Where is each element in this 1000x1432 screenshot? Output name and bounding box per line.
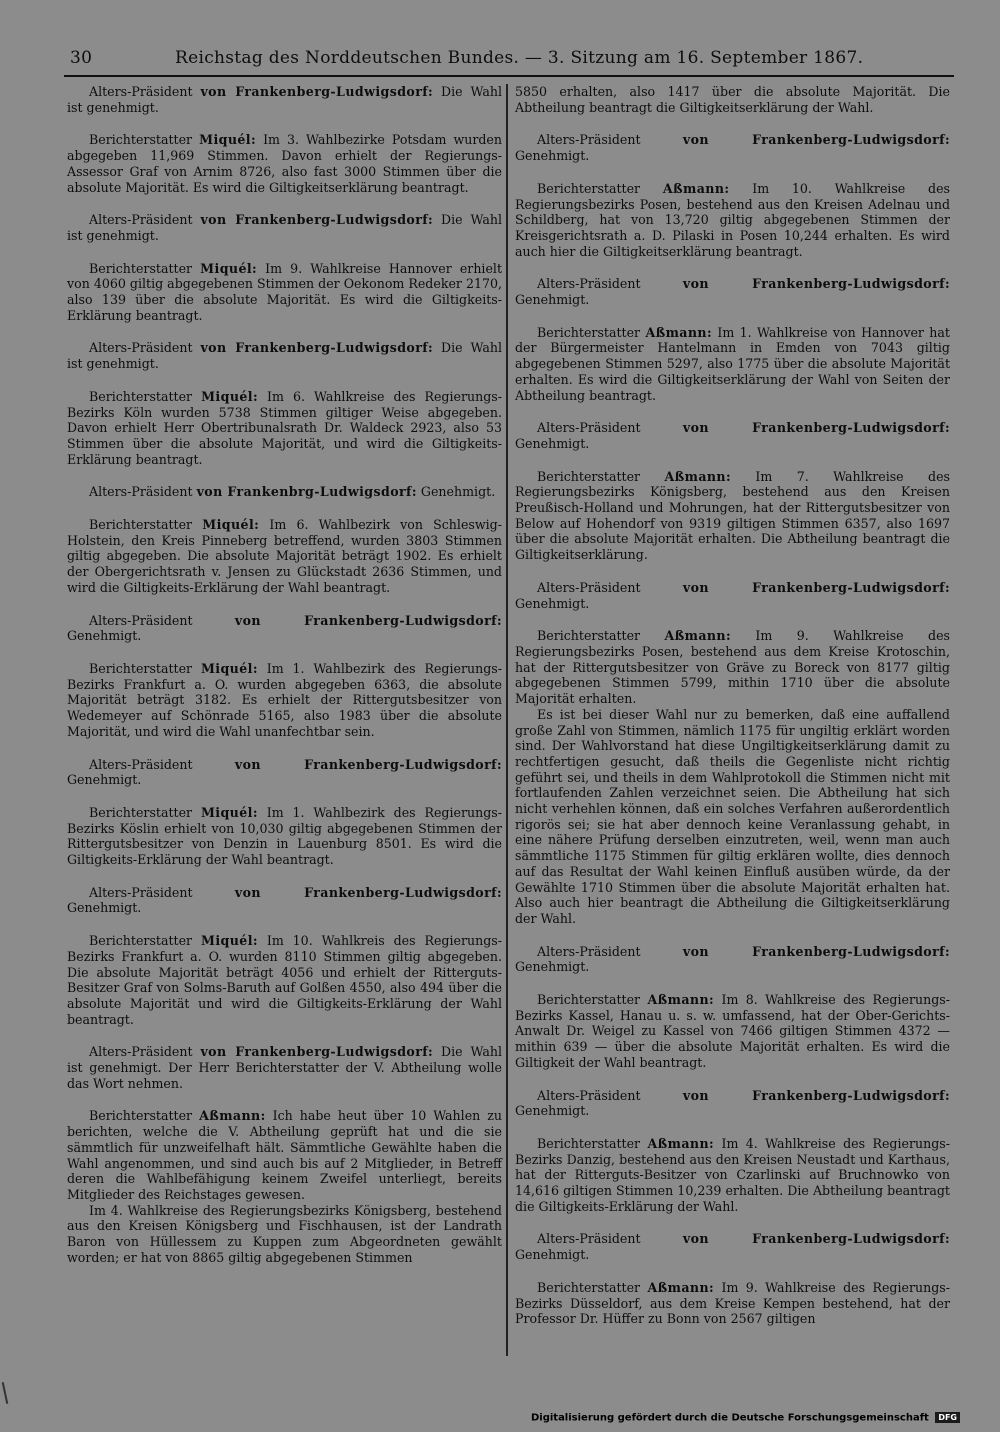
paragraph-text: Ich habe heut über 10 Wahlen zu berichten, welche die V. Abtheilung geprüft hat und die sie sämmtlich für unzweifelhaft hält. Sämmtliche Gewählte haben die Wahl angenommen, und sind auch bis auf 2 Mitglieder, in Betreff deren die Wahlbefähigung keinem Zweifel unterliegt, bereits Mitglieder des Reichstages gewesen. [67, 1108, 502, 1202]
paragraph-gap [515, 927, 950, 944]
speaker-role: Alters-Präsident [89, 340, 201, 356]
paragraph [67, 84, 502, 115]
speaker-name: von Frankenberg-Ludwigsdorf: [234, 612, 502, 628]
paragraph [515, 628, 950, 707]
paragraph-text: Genehmigt. [67, 628, 142, 644]
speaker-name: von Frankenberg-Ludwigsdorf: [682, 420, 950, 436]
speaker-role: Alters-Präsident [537, 420, 683, 436]
speaker-role: Berichterstatter [537, 1135, 648, 1151]
paragraph [515, 707, 950, 927]
paragraph-text: Im 6. Wahlkreise des Regierungs-Bezirks Köln wurden 5738 Stimmen giltiger Weise abgegeben. Davon erhielt Herr Obertribunalsrath Dr. Waldeck 2923, also 53 Stimmen über die absolute Majorität, und wird die Giltigkeits-Erklärung beantragt. [67, 388, 502, 467]
paragraph [515, 1231, 950, 1262]
speaker-role: Berichterstatter [537, 324, 646, 340]
paragraph [67, 1203, 502, 1266]
speaker-role: Alters-Präsident [89, 884, 235, 900]
paragraph [515, 1280, 950, 1327]
paragraph [67, 613, 502, 644]
paragraph-text: Die Wahl ist genehmigt. [67, 84, 502, 115]
speaker-role: Berichterstatter [537, 628, 665, 644]
paragraph-text: Im 4. Wahlkreise des Regierungsbezirks Königsberg, bestehend aus den Kreisen Königsberg und Fischhausen, ist der Landrath Baron von Hüllessem zu Kuppen zum Abgeordneten gewählt worden; er hat von 8865 giltig abgegebenen Stimmen [67, 1202, 502, 1265]
speaker-name: Miquél: [202, 517, 260, 533]
paragraph-gap [67, 500, 502, 517]
paragraph-text: Genehmigt. [416, 484, 496, 500]
speaker-name: Aßmann: [647, 992, 715, 1008]
paragraph-gap [67, 644, 502, 661]
column-divider [506, 84, 508, 1356]
speaker-role: Berichterstatter [89, 1108, 200, 1124]
paragraph [67, 885, 502, 916]
paragraph [515, 469, 950, 563]
paragraph-text: Im 1. Wahlbezirk des Regierungs-Bezirks Köslin erhielt von 10,030 giltig abgegebenen Stimmen der Rittergutsbesitzer von Denzin in Lauenburg 8501. Es wird die Giltigkeits-Erklärung der Wahl beantragt. [67, 804, 502, 868]
paragraph [67, 261, 502, 324]
speaker-name: Miquél: [200, 660, 258, 676]
paragraph [67, 484, 502, 500]
paragraph-gap [67, 195, 502, 212]
speaker-role: Alters-Präsident [537, 579, 683, 595]
paragraph-gap [67, 1091, 502, 1108]
right-column [515, 84, 950, 1327]
paragraph-text: Genehmigt. [515, 435, 590, 451]
paragraph [515, 276, 950, 307]
paragraph [515, 325, 950, 404]
paragraph [67, 340, 502, 371]
speaker-role: Alters-Präsident [537, 132, 683, 148]
footer-text: Digitalisierung gefördert durch die Deutsche Forschungsgemeinschaft [530, 1412, 929, 1424]
paragraph-text: Im 7. Wahlkreise des Regierungsbezirks Königsberg, bestehend aus den Kreisen Preußisch-Holland und Mohrungen, hat der Rittergutsbesitzer von Below auf Hohendorf von 9319 giltigen Stimmen 6357, also 1697 über die absolute Majorität erhalten. Die Abtheilung beantragt die Giltigkeitserklärung. [515, 468, 950, 563]
paragraph-gap [515, 308, 950, 325]
speaker-name: von Frankenberg-Ludwigsdorf: [234, 756, 502, 772]
speaker-name: von Frankenberg-Ludwigsdorf: [682, 579, 950, 595]
paragraph-text: Im 9. Wahlkreise des Regierungsbezirks Posen, bestehend aus dem Kreise Krotoschin, hat der Rittergutsbesitzer von Gräve zu Boreck von 8177 giltig abgegebenen Stimmen 5799, mithin 1710 über die absolute Majorität erhalten. [515, 628, 950, 707]
paragraph-text: Im 4. Wahlkreise des Regierungs-Bezirks Danzig, bestehend aus den Kreisen Neustadt und Karthaus, hat der Ritterguts-Besitzer von Czarlinski auf Bruchnowko von 14,616 giltigen Stimmen 10,239 erhalten. Die Abtheilung beantragt die Giltigkeits-Erklärung der Wahl. [515, 1135, 950, 1214]
speaker-role: Berichterstatter [537, 468, 665, 484]
paragraph-gap [515, 452, 950, 469]
speaker-role: Berichterstatter [89, 260, 201, 276]
speaker-name: von Frankenberg-Ludwigsdorf: [682, 1087, 950, 1103]
speaker-name: von Frankenberg-Ludwigsdorf: [682, 943, 950, 959]
speaker-name: von Frankenberg-Ludwigsdorf: [682, 1231, 950, 1247]
speaker-name: von Frankenbrg-Ludwigsdorf: [196, 484, 417, 500]
paragraph [515, 580, 950, 611]
paragraph-text: Genehmigt. [67, 900, 142, 916]
paragraph-text: Im 9. Wahlkreise des Regierungs-Bezirks Düsseldorf, aus dem Kreise Kempen bestehend, hat der Professor Dr. Hüffer zu Bonn von 2567 giltigen [515, 1279, 950, 1327]
paragraph-gap [67, 323, 502, 340]
paragraph [515, 992, 950, 1071]
paragraph-gap [67, 244, 502, 261]
speaker-name: von Frankenberg-Ludwigsdorf: [200, 1044, 434, 1060]
paragraph [67, 661, 502, 740]
speaker-role: Alters-Präsident [89, 212, 201, 228]
paragraph-text: Die Wahl ist genehmigt. [67, 340, 502, 372]
paragraph-gap [67, 467, 502, 484]
speaker-name: Miquél: [200, 260, 258, 276]
paragraph-gap [515, 975, 950, 992]
paragraph-gap [67, 372, 502, 389]
page-header [70, 44, 950, 70]
paragraph-text: Genehmigt. [515, 292, 590, 308]
speaker-role: Berichterstatter [89, 388, 202, 404]
paragraph-gap [67, 788, 502, 805]
paragraph-text: Im 6. Wahlbezirk von Schleswig-Holstein, den Kreis Pinneberg betreffend, wurden 3803 Stimmen giltig abgegeben. Die absolute Majorität beträgt 1902. Es erhielt der Obergerichtsrath v. Jensen zu Glückstadt 2636 Stimmen, und wird die Giltigkeits-Erklärung der Wahl beantragt. [67, 517, 502, 595]
speaker-name: Aßmann: [647, 1279, 715, 1295]
paragraph [67, 933, 502, 1027]
paragraph [515, 84, 950, 115]
speaker-role: Berichterstatter [89, 660, 201, 676]
paragraph-gap [67, 1027, 502, 1044]
speaker-name: von Frankenberg-Ludwigsdorf: [200, 212, 434, 228]
speaker-role: Berichterstatter [537, 992, 648, 1008]
speaker-role: Berichterstatter [89, 933, 201, 949]
paragraph-text: Die Wahl ist genehmigt. Der Herr Berichterstatter der V. Abtheilung wolle das Wort nehmen. [67, 1044, 502, 1091]
paragraph-text: Genehmigt. [515, 1103, 590, 1119]
speaker-role: Alters-Präsident [537, 1231, 683, 1247]
dfg-logo: DFG [935, 1412, 960, 1423]
paragraph-gap [515, 1071, 950, 1088]
left-column [67, 84, 502, 1265]
paragraph-text: Im 8. Wahlkreise des Regierungs-Bezirks Kassel, Hanau u. s. w. umfassend, hat der Ober-Gerichts-Anwalt Dr. Weigel zu Kassel von 7466 giltigen Stimmen 4372 — mithin 639 — über die absolute Majorität erhalten. Es wird die Giltigkeit der Wahl beantragt. [515, 992, 950, 1070]
speaker-role: Alters-Präsident [537, 276, 683, 292]
speaker-role: Alters-Präsident [89, 756, 235, 772]
paragraph-text: Genehmigt. [515, 148, 590, 164]
paragraph-text: Genehmigt. [515, 595, 590, 611]
paragraph [515, 420, 950, 451]
paragraph-gap [67, 916, 502, 933]
speaker-role: Alters-Präsident [89, 612, 235, 628]
paragraph-gap [515, 1214, 950, 1231]
page-number: 30 [70, 48, 93, 68]
speaker-name: von Frankenberg-Ludwigsdorf: [200, 84, 434, 99]
speaker-name: von Frankenberg-Ludwigsdorf: [200, 340, 434, 356]
speaker-name: Aßmann: [664, 628, 732, 644]
running-title: Reichstag des Norddeutschen Bundes. — 3. Sitzung am 16. September 1867. [175, 48, 864, 68]
margin-mark [2, 1382, 9, 1404]
paragraph [67, 1044, 502, 1091]
speaker-role: Alters-Präsident [89, 84, 201, 99]
speaker-role: Berichterstatter [89, 517, 203, 533]
paragraph [515, 1136, 950, 1215]
paragraph-gap [67, 596, 502, 613]
speaker-role: Alters-Präsident [89, 1044, 201, 1060]
paragraph-text: Genehmigt. [515, 1247, 590, 1263]
speaker-name: von Frankenberg-Ludwigsdorf: [234, 884, 502, 900]
paragraph-text: Im 9. Wahlkreise Hannover erhielt von 4060 giltig abgegebenen Stimmen der Oekonom Redeker 2170, also 139 über die absolute Majorität. Es wird die Giltigkeits-Erklärung beantragt. [67, 260, 503, 323]
paragraph [67, 805, 502, 868]
speaker-role: Berichterstatter [89, 804, 201, 820]
speaker-role: Alters-Präsident [537, 1087, 683, 1103]
paragraph-gap [515, 115, 950, 132]
speaker-name: Aßmann: [647, 1135, 715, 1151]
paragraph-gap [515, 1263, 950, 1280]
paragraph-gap [67, 740, 502, 757]
paragraph [67, 1108, 502, 1202]
paragraph-text: Im 1. Wahlkreise von Hannover hat der Bürgermeister Hantelmann in Emden von 7043 giltig abgegebenen Stimmen 5297, also 1775 über die absolute Majorität erhalten. Es wird die Giltigkeitserklärung der Wahl von Seiten der Abtheilung beantragt. [515, 324, 950, 403]
paragraph [515, 1088, 950, 1119]
paragraph [515, 944, 950, 975]
paragraph [515, 132, 950, 163]
paragraph-gap [515, 164, 950, 181]
header-rule [64, 75, 954, 77]
speaker-name: Miquél: [201, 933, 258, 949]
paragraph-text: Es ist bei dieser Wahl nur zu bemerken, daß eine auffallend große Zahl von Stimmen, nämlich 1175 für ungiltig erklärt worden sind. Der Wahlvorstand hat diese Ungiltigkeitserklärung damit zu rechtfertigen gesucht, daß theils die Gegenliste nicht richtig geführt sei, und theils in dem Wahlprotokoll die Stimmen nicht mit fortlaufenden Zahlen verzeichnet seien. Die Abtheilung hat sich nicht verhehlen können, daß ein solches Verfahren außerordentlich rigorös sei; sie hat aber dennoch keine Veranlassung gehabt, in eine nähere Prüfung derselben einzutreten, weil, wenn man auch sämmtliche 1175 Stimmen für giltig erklären wollte, dies dennoch auf das Resultat der Wahl keinen Einfluß ausüben würde, da der Gewählte 1710 Stimmen über die absolute Majorität erhalten hat. Also auch hier beantragt die Abtheilung die Giltigkeitserklärung der Wahl. [515, 706, 950, 926]
speaker-name: Miquél: [199, 132, 257, 148]
paragraph-text: Im 3. Wahlbezirke Potsdam wurden abgegeben 11,969 Stimmen. Davon erhielt der Regierungs-Assessor Graf von Arnim 8726, also fast 3000 Stimmen über die absolute Majorität. Es wird die Giltigkeitserklärung beantragt. [67, 132, 502, 195]
paragraph [67, 517, 502, 596]
speaker-name: Aßmann: [664, 468, 732, 484]
paragraph [67, 212, 502, 243]
paragraph-text: Genehmigt. [67, 772, 142, 788]
paragraph-gap [515, 403, 950, 420]
speaker-role: Alters-Präsident [89, 484, 197, 500]
paragraph-gap [515, 611, 950, 628]
paragraph-text: Im 1. Wahlbezirk des Regierungs-Bezirks Frankfurt a. O. wurden abgegeben 6363, die absolute Majorität beträgt 3182. Es erhielt der Rittergutsbesitzer von Wedemeyer auf Schönrade 5165, also 1983 über die absolute Majorität, und wird die Wahl unanfechtbar sein. [67, 660, 502, 739]
paragraph-gap [515, 259, 950, 276]
paragraph [67, 132, 502, 195]
speaker-role: Berichterstatter [537, 1279, 648, 1295]
paragraph [67, 757, 502, 788]
speaker-name: Aßmann: [645, 324, 713, 340]
speaker-name: Aßmann: [199, 1108, 266, 1124]
paragraph-text: 5850 erhalten, also 1417 über die absolute Majorität. Die Abtheilung beantragt die Giltigkeitserklärung der Wahl. [515, 84, 950, 115]
paragraph-text: Im 10. Wahlkreis des Regierungs-Bezirks Frankfurt a. O. wurden 8110 Stimmen giltig abgegeben. Die absolute Majorität beträgt 4056 und erhielt der Ritterguts-Besitzer Graf von Solms-Baruth auf Golßen 4550, also 494 über die absolute Majorität und wird die Giltigkeits-Erklärung der Wahl beantragt. [67, 933, 502, 1027]
speaker-name: von Frankenberg-Ludwigsdorf: [682, 276, 950, 292]
paragraph-gap [515, 563, 950, 580]
speaker-role: Berichterstatter [537, 180, 663, 196]
speaker-name: Miquél: [200, 804, 258, 820]
speaker-name: Miquél: [201, 388, 259, 404]
speaker-name: Aßmann: [662, 180, 730, 196]
paragraph-gap [515, 1119, 950, 1136]
speaker-role: Alters-Präsident [537, 943, 683, 959]
paragraph-gap [67, 868, 502, 885]
paragraph-text: Genehmigt. [515, 959, 590, 975]
speaker-name: von Frankenberg-Ludwigsdorf: [682, 132, 950, 148]
paragraph [67, 389, 502, 468]
paragraph-text: Die Wahl ist genehmigt. [67, 212, 502, 243]
paragraph [515, 181, 950, 260]
paragraph-text: Im 10. Wahlkreise des Regierungsbezirks Posen, bestehend aus den Kreisen Adelnau und Schildberg, hat von 13,720 giltig abgegebenen Stimmen der Kreisgerichtsrath a. D. Pilaski in Posen 10,244 erhalten. Es wird auch hier die Giltigkeitserklärung beantragt. [515, 180, 950, 259]
paragraph-gap [67, 115, 502, 132]
footer-credit [531, 1412, 960, 1424]
speaker-role: Berichterstatter [89, 132, 200, 148]
